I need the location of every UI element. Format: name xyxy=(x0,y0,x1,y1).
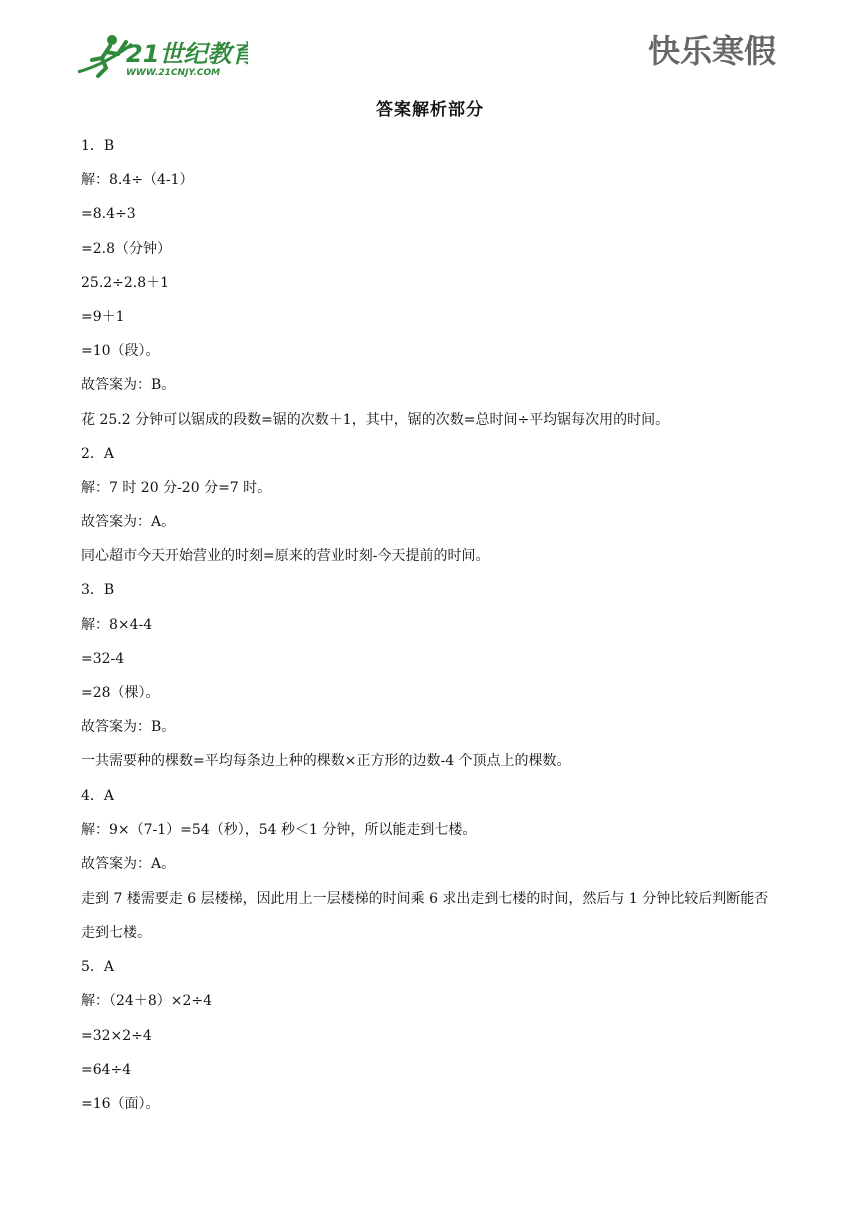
svg-text:WWW.21CNJY.COM: WWW.21CNJY.COM xyxy=(126,68,221,78)
text-line: 5．A xyxy=(81,959,115,976)
text-line: 解：（24＋8）×2÷4 xyxy=(81,993,212,1010)
text-line: 4．A xyxy=(81,787,115,804)
text-line: 解：7 时 20 分-20 分=7 时。 xyxy=(81,479,272,496)
text-line: 故答案为：A。 xyxy=(81,855,176,872)
text-line: =2.8（分钟） xyxy=(81,240,171,257)
logo-happy-winter xyxy=(646,20,786,78)
text-line: =9＋1 xyxy=(81,308,125,325)
svg-text:21世纪教育: 21世纪教育 xyxy=(126,40,248,68)
text-line: =10（段）。 xyxy=(81,343,160,360)
text-line: 解：8.4÷（4-1） xyxy=(81,172,194,189)
text-line: =32-4 xyxy=(81,650,125,667)
text-line: =28（棵）。 xyxy=(81,685,160,701)
text-line: 一共需要种的棵数=平均每条边上种的棵数×正方形的边数-4 个顶点上的棵数。 xyxy=(81,753,571,770)
text-line: 故答案为：B。 xyxy=(81,377,176,394)
text-line: 同心超市今天开始营业的时刻=原来的营业时刻-今天提前的时间。 xyxy=(81,548,490,565)
text-line: =16（面）。 xyxy=(81,1095,160,1112)
text-line: 3．B xyxy=(81,582,115,599)
text-line: 走到 7 楼需要走 6 层楼梯，因此用上一层楼梯的时间乘 6 求出走到七楼的时间，然后与 1 分钟比较后判断能否走到七楼。 xyxy=(81,891,769,942)
text-line: 故答案为：A。 xyxy=(81,514,176,531)
text-line: =8.4÷3 xyxy=(81,206,136,223)
logo-21cnjy xyxy=(76,30,248,80)
text-line: 2．A xyxy=(81,445,115,462)
text-line: 25.2÷2.8＋1 xyxy=(81,274,170,291)
text-line: 解：9×（7-1）=54（秒），54 秒＜1 分钟，所以能走到七楼。 xyxy=(81,821,477,838)
page-title: 答案解析部分 xyxy=(376,100,484,120)
text-line: =64÷4 xyxy=(81,1061,132,1078)
text-line: 花 25.2 分钟可以锯成的段数=锯的次数＋1，其中，锯的次数=总时间÷平均锯每次用的时间。 xyxy=(81,411,670,428)
text-line: 1．B xyxy=(81,138,115,154)
answer-content xyxy=(81,138,781,1130)
text-line: 解：8×4-4 xyxy=(81,616,153,633)
svg-text:快乐寒假: 快乐寒假 xyxy=(648,32,777,70)
text-line: =32×2÷4 xyxy=(81,1027,152,1044)
runner-icon xyxy=(76,30,248,80)
text-line: 故答案为：B。 xyxy=(81,719,176,736)
